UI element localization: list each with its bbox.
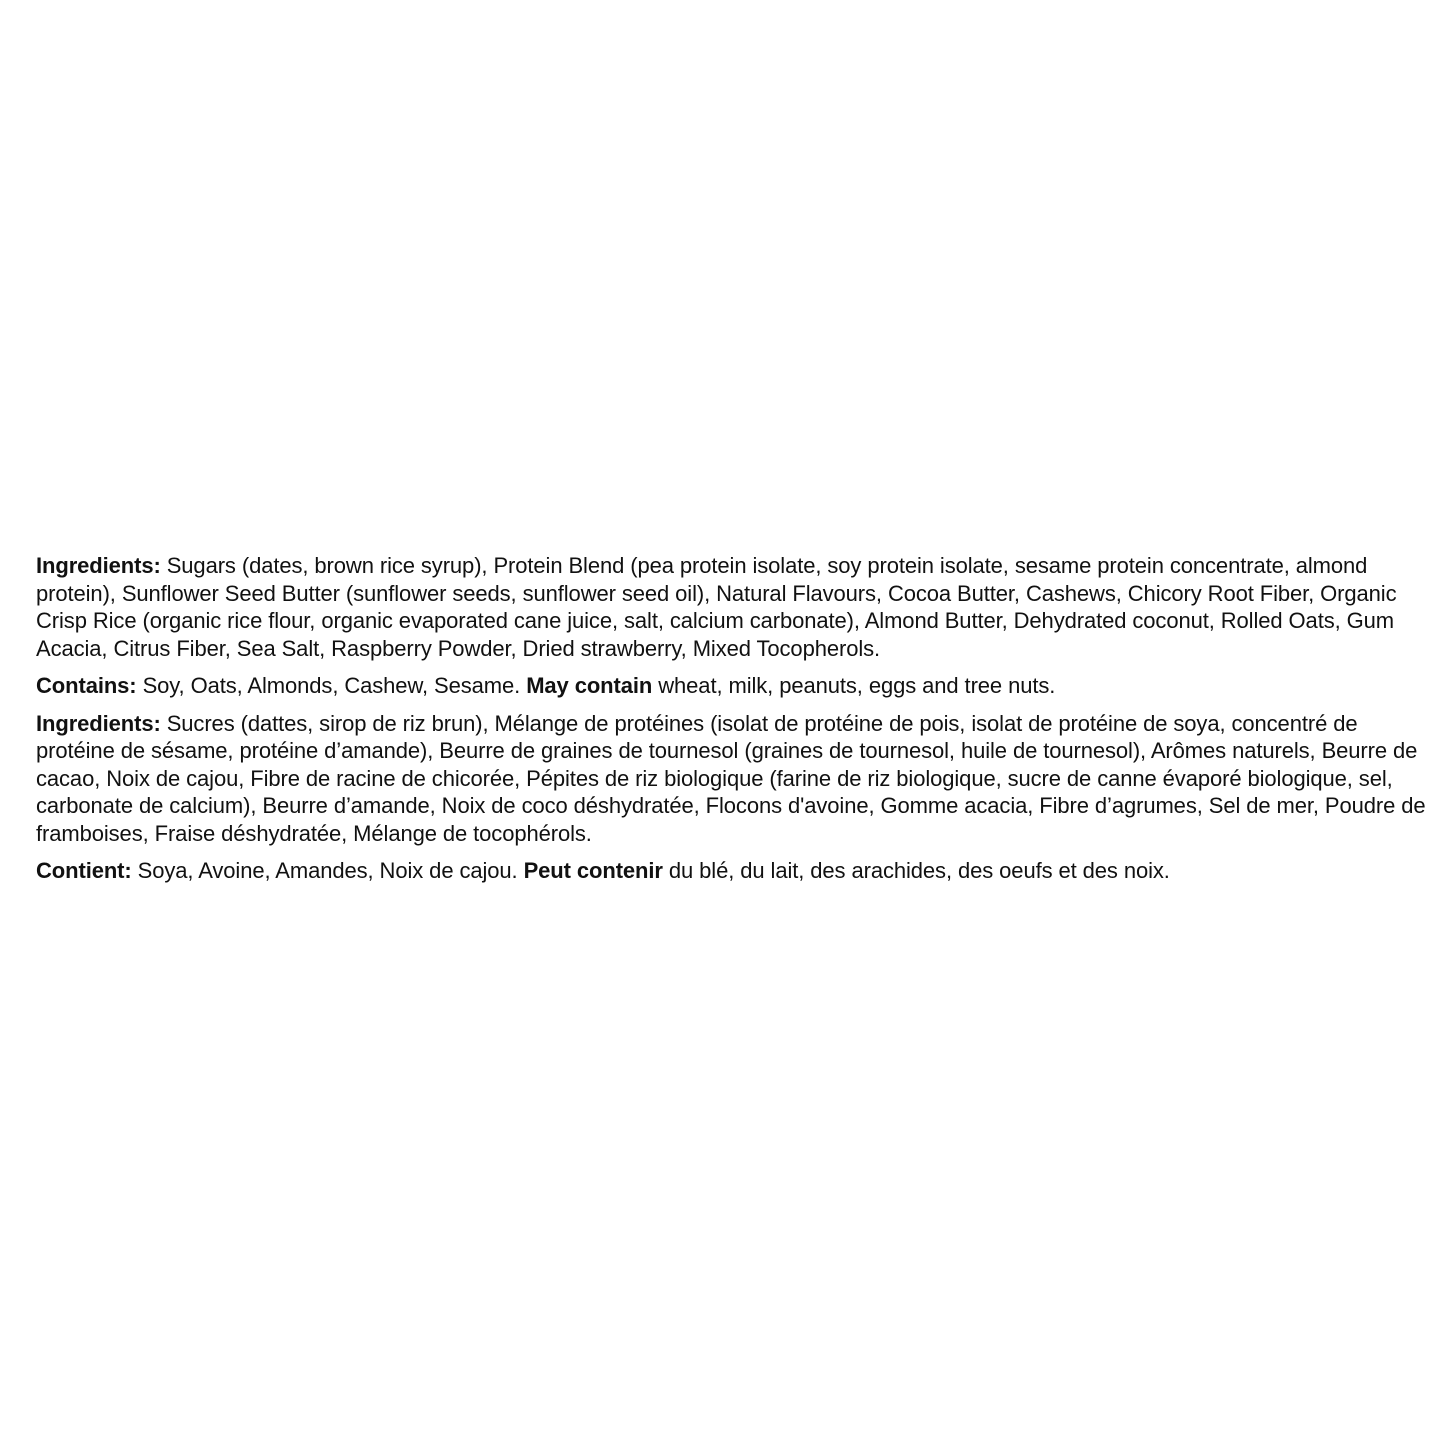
ingredients-label-panel [36,552,1426,895]
french-ingredients-paragraph [36,710,1426,848]
english-allergens-paragraph [36,672,1426,700]
french-may-contain-text: du blé, du lait, des arachides, des oeufs et des noix. [668,858,1170,883]
english-contains-text: Soy, Oats, Almonds, Cashew, Sesame. [142,673,521,698]
french-may-contain-heading: Peut contenir [523,858,663,883]
english-ingredients-heading: Ingredients: [36,553,161,578]
english-may-contain-heading: May contain [526,673,653,698]
english-may-contain-text: wheat, milk, peanuts, eggs and tree nuts. [658,673,1056,698]
english-ingredients-paragraph [36,552,1426,662]
french-contains-heading: Contient: [36,858,132,883]
english-contains-heading: Contains: [36,673,137,698]
french-ingredients-heading: Ingredients: [36,710,161,736]
english-ingredients-text: Sugars (dates, brown rice syrup), Protein Blend (pea protein isolate, soy protein isolate, sesame protein concentrate, almond protein), Sunflower Seed Butter (sunflower seeds, sunflower seed oil), Natural Flavours, Cocoa Butter, Cashews, Chicory Root Fiber, Organic Crisp Rice (organic rice flour, organic evaporated cane juice, salt, calcium carbonate), Almond Butter, Dehydrated coconut, Rolled Oats, Gum Acacia, Citrus Fiber, Sea Salt, Raspberry Powder, Dried strawberry, Mixed Tocopherols. [36,553,1397,661]
french-ingredients-text: Sucres (dattes, sirop de riz brun), Mélange de protéines (isolat de protéine de pois, isolat de protéine de soya, concentré de protéine de sésame, protéine d’amande), Beurre de graines de tournesol (graines de tournesol, huile de tournesol), Arômes naturels, Beurre de cacao, Noix de cajou, Fibre de racine de chicorée, Pépites de riz biologique (farine de riz biologique, sucre de canne évaporé biologique, sel, carbonate de calcium), Beurre d’amande, Noix de coco déshydratée, Flocons d'avoine, Gomme acacia, Fibre d’agrumes, Sel de mer, Poudre de framboises, Fraise déshydratée, Mélange de tocophérols. [36,710,1426,846]
french-contains-text: Soya, Avoine, Amandes, Noix de cajou. [137,858,518,883]
french-allergens-paragraph [36,857,1426,885]
